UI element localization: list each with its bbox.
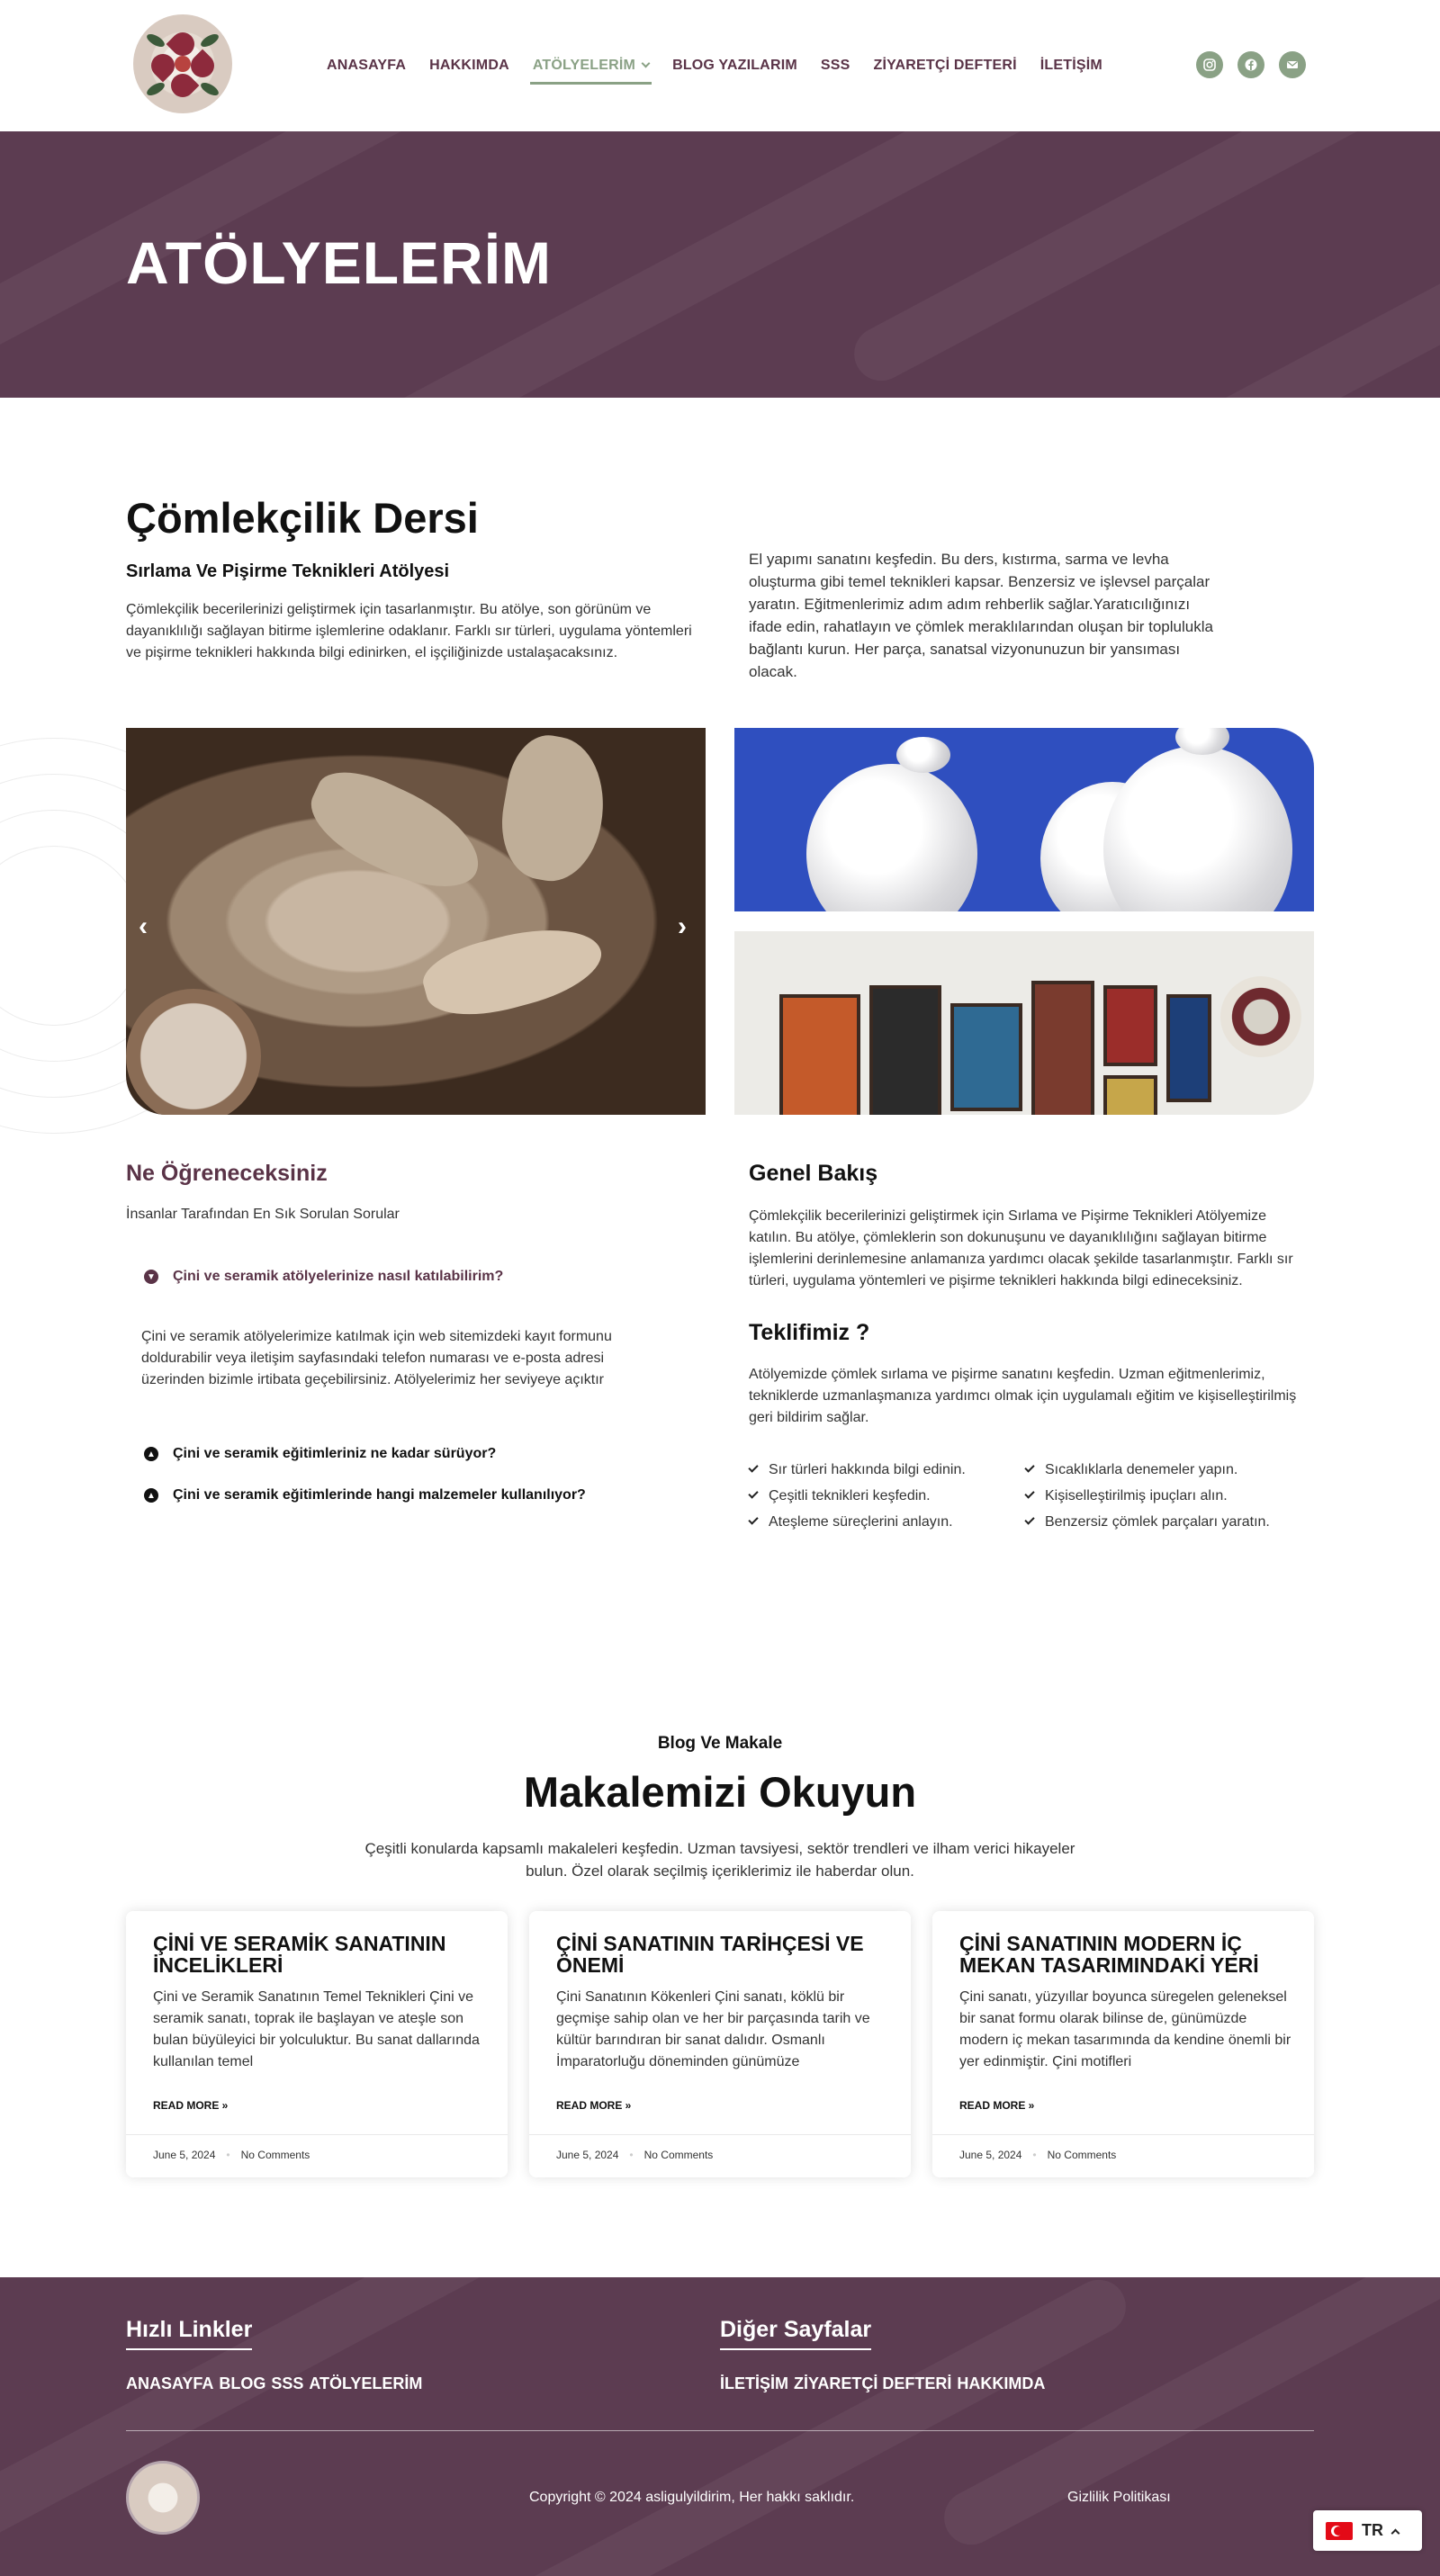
check-icon xyxy=(1024,1514,1034,1524)
page-title: ATÖLYELERİM xyxy=(126,229,553,296)
faq-question-3[interactable] xyxy=(144,1487,586,1503)
arrow-up-circle-icon: ▲ xyxy=(144,1447,158,1461)
blog-card-excerpt: Çini ve Seramik Sanatının Temel Teknikleri Çini ve seramik sanatı, toprak ile başlayan ve ateşle son bulan büyüleyici bir yolculuktur. Bu sanat dallarında kullanılan temel xyxy=(153,1989,480,2069)
faq-question-1[interactable] xyxy=(144,1269,503,1285)
footer-link-guestbook[interactable]: ZİYARETÇİ DEFTERİ xyxy=(794,2374,952,2392)
blog-pretitle: Blog Ve Makale xyxy=(657,1734,783,1753)
language-switcher[interactable] xyxy=(1313,2510,1422,2551)
blog-title: Makalemizi Okuyun xyxy=(523,1768,917,1816)
tile-art-wall-image xyxy=(734,931,1314,1115)
card-divider xyxy=(529,2134,911,2135)
nav-item-workshops[interactable] xyxy=(521,50,661,81)
gallery-next-arrow[interactable]: › xyxy=(678,911,687,941)
footer-other-links xyxy=(720,2374,1045,2393)
social-links xyxy=(1196,51,1306,78)
checklist-label: Sıcaklıklarla denemeler yapın. xyxy=(1045,1462,1238,1477)
post-date: June 5, 2024 xyxy=(556,2149,619,2161)
check-icon xyxy=(748,1514,758,1524)
blog-card-title[interactable]: ÇİNİ SANATININ MODERN İÇ MEKAN TASARIMINDAKİ YERİ xyxy=(959,1932,1259,1977)
instagram-icon[interactable] xyxy=(1196,51,1223,78)
footer-link-home[interactable]: ANASAYFA xyxy=(126,2374,214,2392)
checklist-label: Ateşleme süreçlerini anlayın. xyxy=(769,1514,953,1530)
post-date: June 5, 2024 xyxy=(153,2149,216,2161)
arrow-down-circle-icon: ▼ xyxy=(144,1270,158,1284)
faq-answer-1: Çini ve seramik atölyelerimize katılmak için web sitemizdeki kayıt formunu doldurabilir veya iletişim sayfasındaki telefon numarası ve e-posta adresi üzerinden bizimle irtibata geçebilirsiniz. Atölyelerimiz her seviyeye açıktır xyxy=(141,1329,612,1387)
post-comments[interactable]: No Comments xyxy=(240,2149,310,2161)
faq-subtitle: İnsanlar Tarafından En Sık Sorulan Sorular xyxy=(126,1207,400,1222)
read-more-link[interactable]: READ MORE » xyxy=(556,2099,632,2112)
footer-logo[interactable] xyxy=(126,2461,200,2535)
footer-link-faq[interactable]: SSS xyxy=(271,2374,304,2392)
arrow-up-circle-icon: ▲ xyxy=(144,1488,158,1503)
facebook-icon[interactable] xyxy=(1238,51,1264,78)
blog-description: Çeşitli konularda kapsamlı makaleleri keşfedin. Uzman tavsiyesi, sektör trendleri ve ilham verici hikayeler bulun. Özel olarak seçilmiş içeriklerimiz ile haberdar olun. xyxy=(364,1840,1076,1880)
check-icon xyxy=(1024,1488,1034,1498)
nav-item-faq[interactable]: SSS xyxy=(820,58,850,73)
footer-link-workshops[interactable]: ATÖLYELERİM xyxy=(309,2374,423,2392)
checklist-label: Sır türleri hakkında bilgi edinin. xyxy=(769,1462,966,1477)
faq-title: Ne Öğreneceksiniz xyxy=(126,1161,328,1186)
post-comments[interactable]: No Comments xyxy=(1047,2149,1117,2161)
checklist-item xyxy=(1025,1488,1228,1504)
checklist-item xyxy=(749,1488,931,1504)
checklist-label: Çeşitli teknikleri keşfedin. xyxy=(769,1488,931,1503)
checklist-label: Benzersiz çömlek parçaları yaratın. xyxy=(1045,1514,1270,1530)
meta-separator: • xyxy=(629,2149,634,2161)
blog-card-title[interactable]: ÇİNİ VE SERAMİK SANATININ İNCELİKLERİ xyxy=(153,1932,446,1977)
main-nav xyxy=(315,50,1114,81)
page-hero xyxy=(0,131,1440,398)
blog-card-meta xyxy=(556,2149,713,2161)
gallery-prev-arrow[interactable]: ‹ xyxy=(139,911,148,941)
course-description-text: El yapımı sanatını keşfedin. Bu ders, kıstırma, sarma ve levha oluşturma gibi temel teknikleri kapsar. Benzersiz ve işlevsel parçalar yaratın. Eğitmenlerimiz adım adım rehberlik sağlar.Yaratıcılığınızı ifade edin, rahatlayın ve çömlek meraklılarından oluşan bir toplulukla bağlantı kurun. Her parça, sanatsal vizyonunuzun bir yansıması olacak. xyxy=(749,551,1213,680)
site-logo[interactable] xyxy=(133,14,232,113)
blog-card[interactable] xyxy=(529,1911,911,2177)
privacy-policy-link[interactable]: Gizlilik Politikası xyxy=(1067,2490,1171,2505)
nav-item-about[interactable]: HAKKIMDA xyxy=(429,58,509,73)
post-date: June 5, 2024 xyxy=(959,2149,1022,2161)
faq-question-label: Çini ve seramik eğitimleriniz ne kadar sürüyor? xyxy=(173,1446,497,1461)
envelope-icon[interactable] xyxy=(1279,51,1306,78)
meta-separator: • xyxy=(226,2149,230,2161)
read-more-link[interactable]: READ MORE » xyxy=(959,2099,1035,2112)
turkey-flag-icon xyxy=(1326,2522,1353,2540)
read-more-link[interactable]: READ MORE » xyxy=(153,2099,229,2112)
blog-card-excerpt: Çini Sanatının Kökenleri Çini sanatı, köklü bir geçmişe sahip olan ve her bir parçasında tarih ve kültür barındıran bir sanat dalıdır. Osmanlı İmparatorluğu döneminden günümüze xyxy=(556,1989,870,2069)
nav-item-blog[interactable]: BLOG YAZILARIM xyxy=(672,58,797,73)
blog-card-title[interactable]: ÇİNİ SANATININ TARİHÇESİ VE ÖNEMİ xyxy=(556,1932,864,1977)
card-divider xyxy=(932,2134,1314,2135)
offer-title: Teklifimiz ? xyxy=(749,1320,870,1345)
checklist-item xyxy=(1025,1462,1238,1478)
footer-link-blog[interactable]: BLOG xyxy=(219,2374,266,2392)
nav-item-workshops-label: ATÖLYELERİM xyxy=(532,58,636,73)
course-title: Çömlekçilik Dersi xyxy=(126,494,479,542)
blog-card[interactable] xyxy=(932,1911,1314,2177)
meta-separator: • xyxy=(1032,2149,1037,2161)
chevron-up-icon xyxy=(1391,2529,1400,2538)
footer-quick-links xyxy=(126,2374,422,2393)
copyright-text: Copyright © 2024 asligulyildirim, Her hakkı saklıdır. xyxy=(529,2490,855,2505)
blog-card-meta xyxy=(153,2149,310,2161)
footer-quick-links-title: Hızlı Linkler xyxy=(126,2317,252,2350)
site-header xyxy=(0,0,1440,131)
course-intro-text: Çömlekçilik becerilerinizi geliştirmek için tasarlanmıştır. Bu atölye, son görünüm ve dayanıklılığı sağlayan bitirme işlemlerine odaklanır. Farklı sır türleri, uygulama yöntemleri ve pişirme teknikleri hakkında bilgi edinirken, el işçiliğinizde ustalaşacaksınız. xyxy=(126,602,692,660)
footer-link-contact[interactable]: İLETİŞİM xyxy=(720,2374,788,2392)
check-icon xyxy=(1024,1462,1034,1472)
blog-card-excerpt: Çini sanatı, yüzyıllar boyunca süregelen geleneksel bir sanat formu olarak bilinse de, günümüzde modern iç mekan tasarımında da kendine önemli bir yer edinmiştir. Çini motifleri xyxy=(959,1989,1292,2069)
course-subtitle: Sırlama Ve Pişirme Teknikleri Atölyesi xyxy=(126,561,450,581)
faq-question-2[interactable] xyxy=(144,1446,496,1462)
post-comments[interactable]: No Comments xyxy=(644,2149,714,2161)
overview-title: Genel Bakış xyxy=(749,1161,878,1186)
check-icon xyxy=(748,1488,758,1498)
faq-question-label: Çini ve seramik atölyelerinize nasıl katılabilirim? xyxy=(173,1269,504,1284)
language-code: TR xyxy=(1362,2521,1383,2539)
site-footer xyxy=(0,2277,1440,2576)
nav-item-contact[interactable]: İLETİŞİM xyxy=(1040,58,1102,73)
faq-question-label: Çini ve seramik eğitimlerinde hangi malzemeler kullanılıyor? xyxy=(173,1487,586,1503)
checklist-item xyxy=(1025,1514,1270,1530)
footer-divider xyxy=(126,2430,1314,2431)
check-icon xyxy=(748,1462,758,1472)
nav-item-guestbook[interactable]: ZİYARETÇİ DEFTERİ xyxy=(873,58,1017,73)
footer-link-about[interactable]: HAKKIMDA xyxy=(957,2374,1046,2392)
checklist-item xyxy=(749,1514,953,1530)
nav-item-home[interactable]: ANASAYFA xyxy=(327,58,407,73)
overview-text: Çömlekçilik becerilerinizi geliştirmek için Sırlama ve Pişirme Teknikleri Atölyemize katılın. Bu atölye, çömleklerin son dokunuşunu ve dayanıklılığını sağlayan bitirme işlemlerini derinlemesine anlamanıza yardımcı olacak şekilde tasarlanmıştır. Farklı sır türleri, uygulama yöntemleri ve pişirme teknikleri hakkında bilgi edineceksiniz. xyxy=(749,1208,1293,1288)
offer-text: Atölyemizde çömlek sırlama ve pişirme sanatını keşfedin. Uzman eğitmenlerimiz, tekniklerde uzmanlaşmanıza yardımcı olmak için uygulamalı eğitim ve kişiselleştirilmiş geri bildirim sağlar. xyxy=(749,1367,1297,1425)
pottery-wheel-image xyxy=(126,728,706,1115)
blog-card[interactable] xyxy=(126,1911,508,2177)
ceramic-jars-image xyxy=(734,728,1314,911)
chevron-down-icon xyxy=(642,59,651,68)
checklist-label: Kişiselleştirilmiş ipuçları alın. xyxy=(1045,1488,1228,1503)
footer-other-pages-title: Diğer Sayfalar xyxy=(720,2317,871,2350)
blog-card-meta xyxy=(959,2149,1116,2161)
card-divider xyxy=(126,2134,508,2135)
checklist-item xyxy=(749,1462,966,1478)
